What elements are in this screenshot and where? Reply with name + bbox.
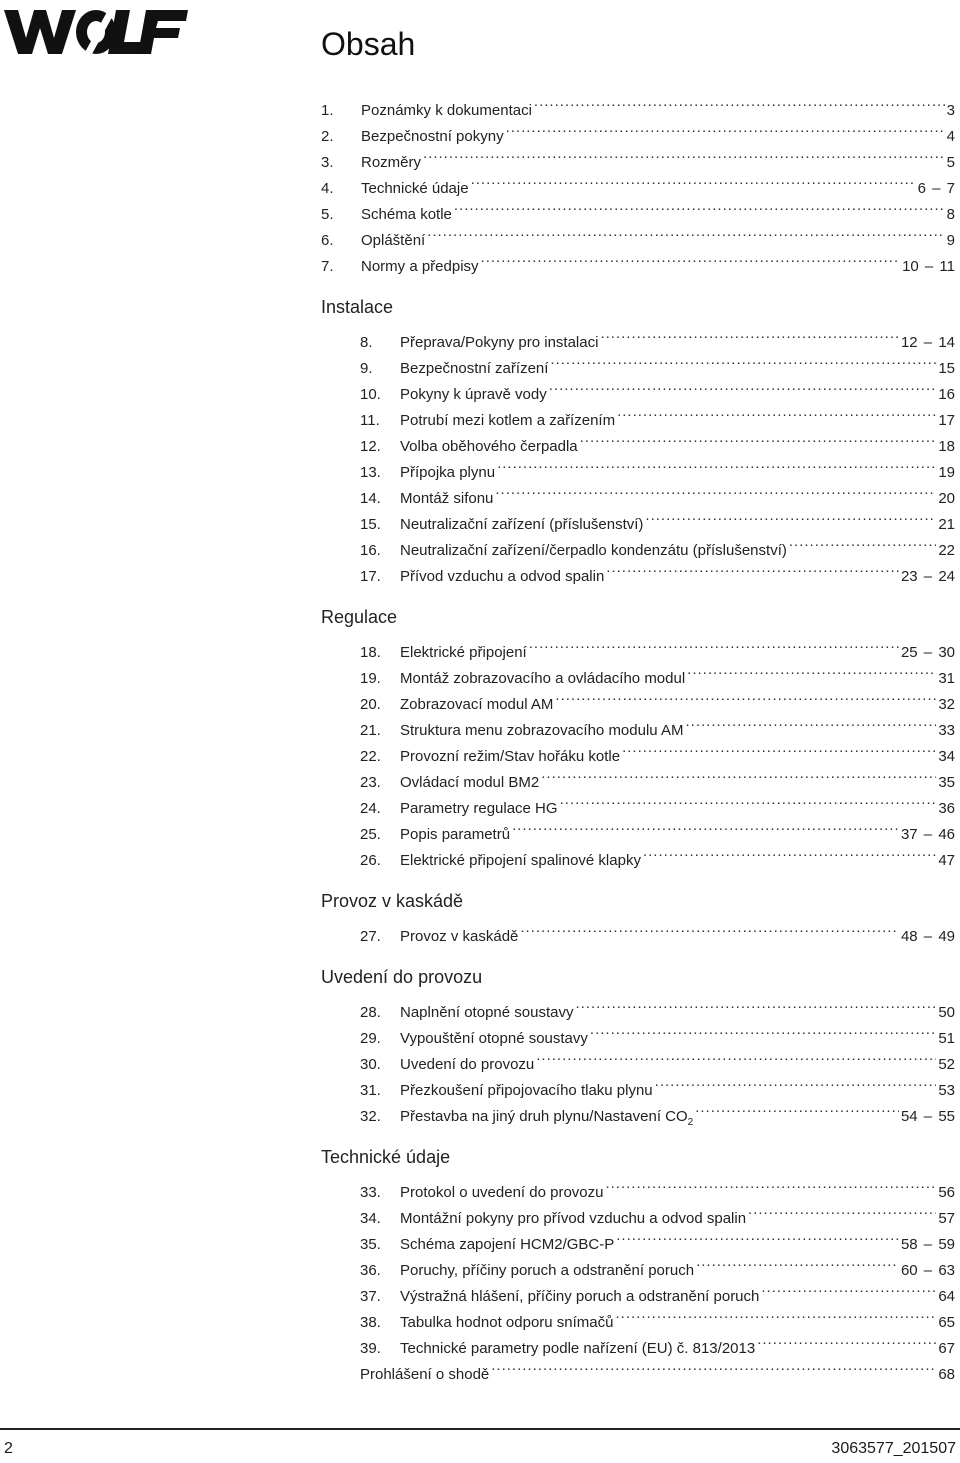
entry-number: 32. xyxy=(360,1108,381,1125)
entry-page: 58 – 59 xyxy=(900,1236,955,1253)
dot-leader xyxy=(560,787,937,813)
entry-label: Struktura menu zobrazovacího modulu AM xyxy=(400,722,684,739)
dot-leader xyxy=(617,399,936,425)
entry-page: 25 – 30 xyxy=(900,644,955,661)
toc-entry[interactable] xyxy=(321,631,955,661)
section-entries xyxy=(321,631,955,869)
entry-page: 5 xyxy=(946,154,955,171)
entry-label: Popis parametrů xyxy=(400,826,511,843)
entry-label: Rozměry xyxy=(361,154,422,171)
toc-entry[interactable] xyxy=(321,89,955,119)
wolf-logo xyxy=(4,8,188,56)
entry-number: 10. xyxy=(360,386,381,403)
entry-label: Poznámky k dokumentaci xyxy=(361,102,532,119)
entry-label xyxy=(400,1104,693,1136)
entry-label: Přívod vzduchu a odvod spalin xyxy=(400,568,605,585)
entry-page: 3 xyxy=(946,102,955,119)
dot-leader xyxy=(685,709,936,735)
entry-number: 18. xyxy=(360,644,381,661)
dot-leader xyxy=(491,1353,936,1379)
entry-number: 8. xyxy=(360,334,373,351)
entry-page: 56 xyxy=(938,1184,955,1201)
section-entries xyxy=(321,1171,955,1383)
dot-leader xyxy=(757,1327,936,1353)
section-entries xyxy=(321,915,955,945)
entry-number: 11. xyxy=(360,412,380,429)
entry-page: 60 – 63 xyxy=(900,1262,955,1279)
entry-number: 20. xyxy=(360,696,381,713)
entry-page: 36 xyxy=(938,800,955,817)
dot-leader xyxy=(748,1197,936,1223)
entry-number: 5. xyxy=(321,206,334,223)
entry-page: 18 xyxy=(938,438,955,455)
entry-label: Montáž zobrazovacího a ovládacího modul xyxy=(400,670,686,687)
dot-leader xyxy=(541,761,936,787)
entry-number: 35. xyxy=(360,1236,381,1253)
entry-label: Neutralizační zařízení/čerpadlo kondenzátu (příslušenství) xyxy=(400,542,787,559)
section-heading: Provoz v kaskádě xyxy=(321,891,464,911)
toc-section-general xyxy=(321,89,955,275)
entry-page: 17 xyxy=(938,412,955,429)
entry-label: Prohlášení o shodě xyxy=(360,1366,490,1383)
section-heading: Technické údaje xyxy=(321,1147,451,1167)
dot-leader xyxy=(555,683,936,709)
page-title: Obsah xyxy=(321,26,416,62)
entry-page: 48 – 49 xyxy=(900,928,955,945)
entry-number: 19. xyxy=(360,670,381,687)
entry-label: Protokol o uvedení do provozu xyxy=(400,1184,604,1201)
entry-number: 24. xyxy=(360,800,381,817)
entry-page: 31 xyxy=(938,670,955,687)
entry-page: 50 xyxy=(938,1004,955,1021)
entry-number: 12. xyxy=(360,438,381,455)
entry-label: Vypouštění otopné soustavy xyxy=(400,1030,588,1047)
entry-page: 15 xyxy=(938,360,955,377)
dot-leader xyxy=(645,503,936,529)
entry-number: 14. xyxy=(360,490,381,507)
entry-label-text: Přestavba na jiný druh plynu/Nastavení CO xyxy=(400,1108,688,1125)
entry-label: Tabulka hodnot odporu snímačů xyxy=(400,1314,614,1331)
entry-number: 22. xyxy=(360,748,381,765)
entry-label: Elektrické připojení spalinové klapky xyxy=(400,852,641,869)
entry-number: 33. xyxy=(360,1184,381,1201)
dot-leader xyxy=(789,529,936,555)
entry-page: 8 xyxy=(946,206,955,223)
dot-leader xyxy=(512,813,899,839)
dot-leader xyxy=(454,193,945,219)
entry-label: Bezpečnostní zařízení xyxy=(400,360,549,377)
entry-label: Naplnění otopné soustavy xyxy=(400,1004,574,1021)
entry-label: Poruchy, příčiny poruch a odstranění poruch xyxy=(400,1262,695,1279)
dot-leader xyxy=(616,1223,899,1249)
entry-page: 54 – 55 xyxy=(900,1108,955,1125)
toc-section-kaskada xyxy=(321,887,955,945)
entry-number: 16. xyxy=(360,542,381,559)
entry-label: Uvedení do provozu xyxy=(400,1056,535,1073)
entry-label: Montáž sifonu xyxy=(400,490,494,507)
section-heading: Instalace xyxy=(321,297,394,317)
dot-leader xyxy=(471,167,916,193)
toc-entry[interactable] xyxy=(321,1171,955,1201)
entry-number: 31. xyxy=(360,1082,381,1099)
dot-leader xyxy=(600,321,899,347)
entry-label: Přezkoušení připojovacího tlaku plynu xyxy=(400,1082,653,1099)
dot-leader xyxy=(423,141,945,167)
toc-section-regulace xyxy=(321,603,955,869)
entry-page: 20 xyxy=(938,490,955,507)
dot-leader xyxy=(761,1275,936,1301)
entry-label: Výstražná hlášení, příčiny poruch a odstranění poruch xyxy=(400,1288,760,1305)
entry-label: Elektrické připojení xyxy=(400,644,527,661)
entry-number: 6. xyxy=(321,232,334,249)
section-entries xyxy=(321,991,955,1128)
entry-label: Parametry regulace HG xyxy=(400,800,558,817)
dot-leader xyxy=(550,347,936,373)
dot-leader xyxy=(605,1171,936,1197)
entry-number: 28. xyxy=(360,1004,381,1021)
entry-label: Přípojka plynu xyxy=(400,464,496,481)
entry-page: 37 – 46 xyxy=(900,826,955,843)
entry-label: Schéma zapojení HCM2/GBC-P xyxy=(400,1236,615,1253)
entry-label: Neutralizační zařízení (příslušenství) xyxy=(400,516,644,533)
dot-leader xyxy=(696,1249,899,1275)
table-of-contents xyxy=(321,89,955,1383)
dot-leader xyxy=(590,1017,936,1043)
dot-leader xyxy=(606,555,899,581)
footer-doc-number: 3063577_201507 xyxy=(831,1440,956,1457)
entry-number: 9. xyxy=(360,360,373,377)
dot-leader xyxy=(506,115,945,141)
entry-label: Montážní pokyny pro přívod vzduchu a odvod spalin xyxy=(400,1210,747,1227)
dot-leader xyxy=(622,735,936,761)
entry-label: Normy a předpisy xyxy=(361,258,479,275)
dot-leader xyxy=(615,1301,936,1327)
entry-label: Technické údaje xyxy=(361,180,469,197)
entry-number: 23. xyxy=(360,774,381,791)
entry-label: Volba oběhového čerpadla xyxy=(400,438,578,455)
entry-number: 7. xyxy=(321,258,334,275)
toc-entry[interactable] xyxy=(321,321,955,351)
entry-label: Bezpečnostní pokyny xyxy=(361,128,504,145)
entry-page: 64 xyxy=(938,1288,955,1305)
dot-leader xyxy=(655,1069,937,1095)
entry-page: 16 xyxy=(938,386,955,403)
entry-page: 19 xyxy=(938,464,955,481)
dot-leader xyxy=(687,657,936,683)
footer-page-number: 2 xyxy=(4,1440,13,1457)
entry-page: 68 xyxy=(938,1366,955,1383)
entry-number: 1. xyxy=(321,102,334,119)
entry-number: 4. xyxy=(321,180,334,197)
entry-number: 36. xyxy=(360,1262,381,1279)
entry-page: 12 – 14 xyxy=(900,334,955,351)
entry-number: 37. xyxy=(360,1288,381,1305)
dot-leader xyxy=(575,991,936,1017)
entry-label: Pokyny k úpravě vody xyxy=(400,386,547,403)
section-heading: Uvedení do provozu xyxy=(321,967,483,987)
entry-number: 30. xyxy=(360,1056,381,1073)
section-heading: Regulace xyxy=(321,607,398,627)
toc-entry[interactable] xyxy=(321,915,955,945)
entry-label: Technické parametry podle nařízení (EU) č. 813/2013 xyxy=(400,1340,756,1357)
entry-page: 9 xyxy=(946,232,955,249)
dot-leader xyxy=(549,373,937,399)
entry-page: 21 xyxy=(938,516,955,533)
entry-number: 34. xyxy=(360,1210,381,1227)
entry-page: 33 xyxy=(938,722,955,739)
entry-page: 57 xyxy=(938,1210,955,1227)
entry-number: 26. xyxy=(360,852,381,869)
dot-leader xyxy=(534,89,945,115)
dot-leader xyxy=(536,1043,936,1069)
entry-label: Opláštění xyxy=(361,232,426,249)
entry-page: 23 – 24 xyxy=(900,568,955,585)
dot-leader xyxy=(529,631,899,657)
entry-label: Zobrazovací modul AM xyxy=(400,696,554,713)
entry-page: 4 xyxy=(946,128,955,145)
entry-number: 38. xyxy=(360,1314,381,1331)
entry-page: 22 xyxy=(938,542,955,559)
dot-leader xyxy=(495,477,936,503)
entry-number: 13. xyxy=(360,464,381,481)
entry-number: 2. xyxy=(321,128,334,145)
dot-leader xyxy=(497,451,936,477)
entry-number: 17. xyxy=(360,568,381,585)
entry-page: 65 xyxy=(938,1314,955,1331)
toc-section-technicke-udaje xyxy=(321,1143,955,1383)
entry-label: Provoz v kaskádě xyxy=(400,928,519,945)
entry-number: 21. xyxy=(360,722,381,739)
dot-leader xyxy=(481,245,901,271)
entry-page: 67 xyxy=(938,1340,955,1357)
entry-number: 29. xyxy=(360,1030,381,1047)
entry-page: 51 xyxy=(938,1030,955,1047)
dot-leader xyxy=(695,1095,899,1121)
entry-label: Schéma kotle xyxy=(361,206,452,223)
entry-number: 15. xyxy=(360,516,381,533)
entry-page: 6 – 7 xyxy=(917,180,955,197)
entry-number: 3. xyxy=(321,154,334,171)
footer-divider xyxy=(0,1428,960,1430)
dot-leader xyxy=(427,219,944,245)
dot-leader xyxy=(643,839,936,865)
toc-section-uvedeni xyxy=(321,963,955,1128)
dot-leader xyxy=(520,915,899,941)
entry-label: Ovládací modul BM2 xyxy=(400,774,540,791)
entry-page: 47 xyxy=(938,852,955,869)
entry-page: 53 xyxy=(938,1082,955,1099)
entry-label: Přeprava/Pokyny pro instalaci xyxy=(400,334,599,351)
entry-page: 34 xyxy=(938,748,955,765)
subscript-2: 2 xyxy=(687,1117,694,1128)
dot-leader xyxy=(580,425,937,451)
entry-number: 39. xyxy=(360,1340,381,1357)
entry-label: Provozní režim/Stav hořáku kotle xyxy=(400,748,621,765)
entry-page: 10 – 11 xyxy=(902,258,955,275)
entry-number: 25. xyxy=(360,826,381,843)
entry-page: 35 xyxy=(938,774,955,791)
section-entries xyxy=(321,321,955,585)
entry-page: 32 xyxy=(938,696,955,713)
entry-page: 52 xyxy=(938,1056,955,1073)
toc-section-instalace xyxy=(321,293,955,585)
entry-number: 27. xyxy=(360,928,381,945)
entry-label: Potrubí mezi kotlem a zařízením xyxy=(400,412,616,429)
toc-entry[interactable] xyxy=(321,991,955,1021)
